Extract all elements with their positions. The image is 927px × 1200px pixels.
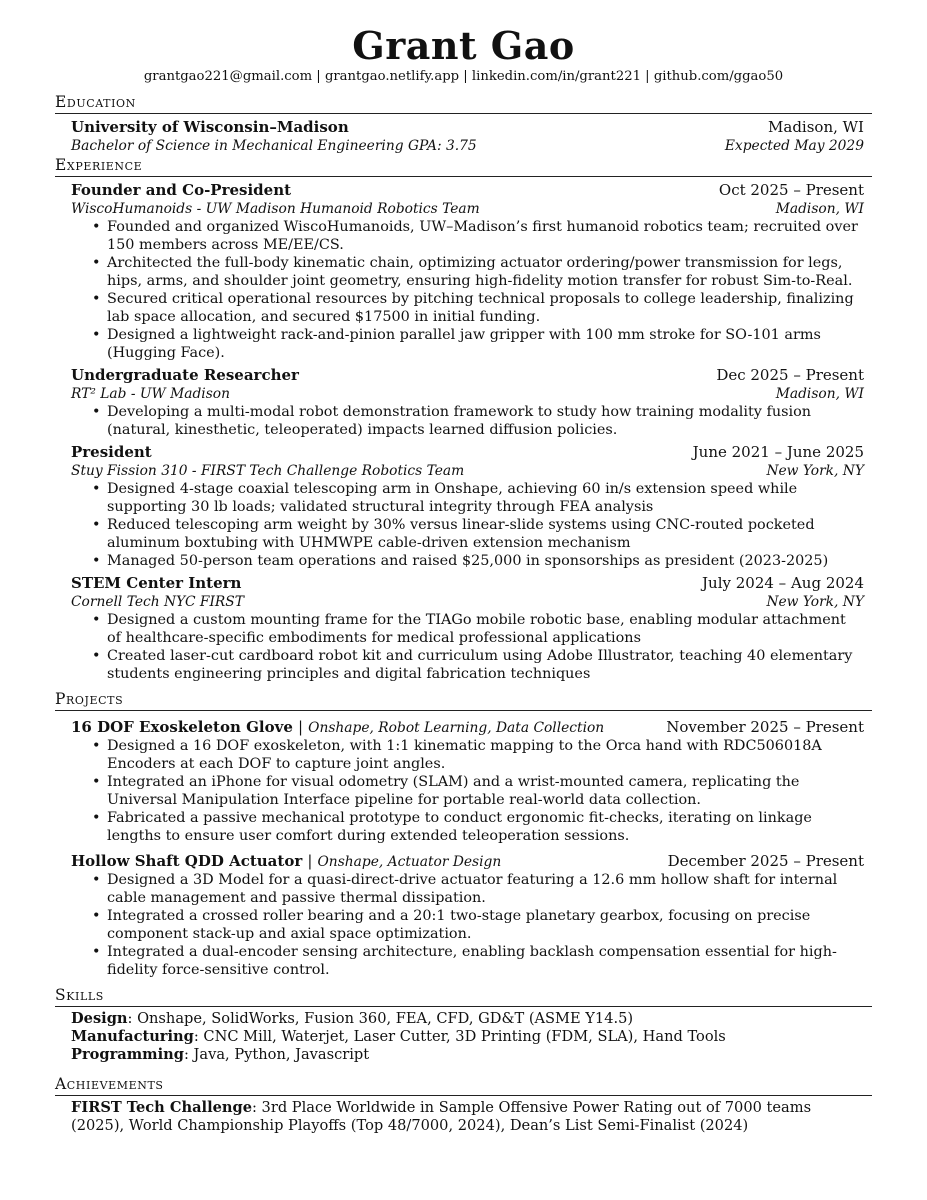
skills-section xyxy=(55,985,872,1064)
section-title-projects: Projects xyxy=(55,689,872,711)
project-entry xyxy=(71,717,864,845)
bullet-item: • Designed a custom mounting frame for the TIAGo mobile robotic base, enabling modular attachment of healthcare-specific embodiments for medical professional applications xyxy=(107,611,864,647)
skill-line xyxy=(71,1046,864,1064)
job-bullets xyxy=(71,611,864,683)
graduation-date: Expected May 2029 xyxy=(724,138,864,154)
experience-section xyxy=(55,155,872,683)
bullet-item: • Designed a 3D Model for a quasi-direct-drive actuator featuring a 12.6 mm hollow shaft for internal cable management and passive thermal dissipation. xyxy=(107,871,864,907)
job-org: Cornell Tech NYC FIRST xyxy=(71,594,244,610)
job-role: Founder and Co-President xyxy=(71,181,292,199)
job-location: Madison, WI xyxy=(775,201,864,217)
bullet-item: • Integrated a dual-encoder sensing architecture, enabling backlash compensation essential for high-fidelity force-sensitive control. xyxy=(107,943,864,979)
project-separator: | xyxy=(307,852,313,870)
bullet-item: • Designed 4-stage coaxial telescoping arm in Onshape, achieving 60 in/s extension speed while supporting 30 lb loads; validated structural integrity through FEA analysis xyxy=(107,480,864,516)
job-location: Madison, WI xyxy=(775,386,864,402)
job-date: Dec 2025 – Present xyxy=(716,366,864,384)
achievement-name: FIRST Tech Challenge xyxy=(71,1099,252,1116)
job-org: RT² Lab - UW Madison xyxy=(71,386,230,402)
skill-category: Manufacturing xyxy=(71,1028,194,1045)
resume-page xyxy=(55,24,872,1135)
skill-values: : Java, Python, Javascript xyxy=(184,1046,370,1063)
job-date: June 2021 – June 2025 xyxy=(692,443,864,461)
projects-section xyxy=(55,689,872,979)
project-date: December 2025 – Present xyxy=(667,852,864,870)
project-name: Hollow Shaft QDD Actuator xyxy=(71,852,303,870)
project-date: November 2025 – Present xyxy=(666,718,864,736)
school-name: University of Wisconsin–Madison xyxy=(71,118,349,136)
bullet-item: • Founded and organized WiscoHumanoids, UW–Madison’s first humanoid robotics team; recruited over 150 members across ME/EE/CS. xyxy=(107,218,864,254)
education-section xyxy=(55,92,872,155)
skill-values: : Onshape, SolidWorks, Fusion 360, FEA, CFD, GD&T (ASME Y14.5) xyxy=(127,1010,634,1027)
project-tags: Onshape, Actuator Design xyxy=(317,854,502,870)
job-bullets xyxy=(71,218,864,362)
job-location: New York, NY xyxy=(766,463,864,479)
job-org: WiscoHumanoids - UW Madison Humanoid Robotics Team xyxy=(71,201,480,217)
experience-entry xyxy=(71,573,864,683)
contact-line: grantgao221@gmail.com | grantgao.netlify.app | linkedin.com/in/grant221 | github.com/ggao50 xyxy=(143,69,784,84)
experience-entry xyxy=(71,442,864,570)
achievements-section xyxy=(55,1074,872,1135)
job-bullets xyxy=(71,403,864,439)
job-location: New York, NY xyxy=(766,594,864,610)
bullet-item: • Designed a lightweight rack-and-pinion parallel jaw gripper with 100 mm stroke for SO-101 arms (Hugging Face). xyxy=(107,326,864,362)
project-tags: Onshape, Robot Learning, Data Collection xyxy=(308,720,605,736)
skill-category: Programming xyxy=(71,1046,184,1063)
bullet-item: • Designed a 16 DOF exoskeleton, with 1:1 kinematic mapping to the Orca hand with RDC506018A Encoders at each DOF to capture joint angles. xyxy=(107,737,864,773)
section-title-experience: Experience xyxy=(55,155,872,177)
bullet-item: • Developing a multi-modal robot demonstration framework to study how training modality fusion (natural, kinesthetic, teleoperated) impacts learned diffusion policies. xyxy=(107,403,864,439)
skill-line xyxy=(71,1028,864,1046)
job-role: STEM Center Intern xyxy=(71,574,242,592)
skill-category: Design xyxy=(71,1010,128,1027)
skill-values: : CNC Mill, Waterjet, Laser Cutter, 3D Printing (FDM, SLA), Hand Tools xyxy=(193,1028,726,1045)
bullet-item: • Created laser-cut cardboard robot kit and curriculum using Adobe Illustrator, teaching 40 elementary students engineering principles and digital fabrication techniques xyxy=(107,647,864,683)
bullet-item: • Reduced telescoping arm weight by 30% versus linear-slide systems using CNC-routed pocketed aluminum boxtubing with UHMWPE cable-driven extension mechanism xyxy=(107,516,864,552)
bullet-item: • Architected the full-body kinematic chain, optimizing actuator ordering/power transmission for legs, hips, arms, and shoulder joint geometry, ensuring high-fidelity motion transfer for robust Sim-to-Real. xyxy=(107,254,864,290)
achievement-line xyxy=(71,1099,864,1135)
project-separator: | xyxy=(297,718,304,736)
bullet-item: • Managed 50-person team operations and raised $25,000 in sponsorships as president (2023-2025) xyxy=(107,552,864,570)
project-bullets xyxy=(71,737,864,845)
candidate-name: Grant Gao xyxy=(352,23,575,68)
section-title-achievements: Achievements xyxy=(55,1074,872,1096)
degree: Bachelor of Science in Mechanical Engineering GPA: 3.75 xyxy=(71,138,477,154)
job-role: Undergraduate Researcher xyxy=(71,366,299,384)
bullet-item: • Secured critical operational resources by pitching technical proposals to college leadership, finalizing lab space allocation, and secured $17500 in initial funding. xyxy=(107,290,864,326)
skill-line xyxy=(71,1010,864,1028)
job-org: Stuy Fission 310 - FIRST Tech Challenge Robotics Team xyxy=(71,463,465,479)
bullet-item: • Fabricated a passive mechanical prototype to conduct ergonomic fit-checks, iterating on linkage lengths to ensure user comfort during extended teleoperation sessions. xyxy=(107,809,864,845)
section-title-education: Education xyxy=(55,92,872,114)
job-bullets xyxy=(71,480,864,570)
project-name: 16 DOF Exoskeleton Glove xyxy=(71,718,293,736)
bullet-item: • Integrated an iPhone for visual odometry (SLAM) and a wrist-mounted camera, replicating the Universal Manipulation Interface pipeline for portable real-world data collection. xyxy=(107,773,864,809)
section-title-skills: Skills xyxy=(55,985,872,1007)
project-entry xyxy=(71,851,864,979)
school-location: Madison, WI xyxy=(768,118,864,136)
project-bullets xyxy=(71,871,864,979)
job-date: July 2024 – Aug 2024 xyxy=(702,574,864,592)
job-date: Oct 2025 – Present xyxy=(718,181,864,199)
experience-entry xyxy=(71,365,864,439)
experience-entry xyxy=(71,180,864,362)
job-role: President xyxy=(71,443,152,461)
bullet-item: • Integrated a crossed roller bearing and a 20:1 two-stage planetary gearbox, focusing on precise component stack-up and axial space optimization. xyxy=(107,907,864,943)
education-entry xyxy=(71,117,864,155)
achievement-detail: : 3rd Place Worldwide in Sample Offensive Power Rating out of 7000 teams (2025), World Championship Playoffs (Top 48/7000, 2024), Dean’s List Semi-Finalist (2024) xyxy=(71,1099,812,1134)
